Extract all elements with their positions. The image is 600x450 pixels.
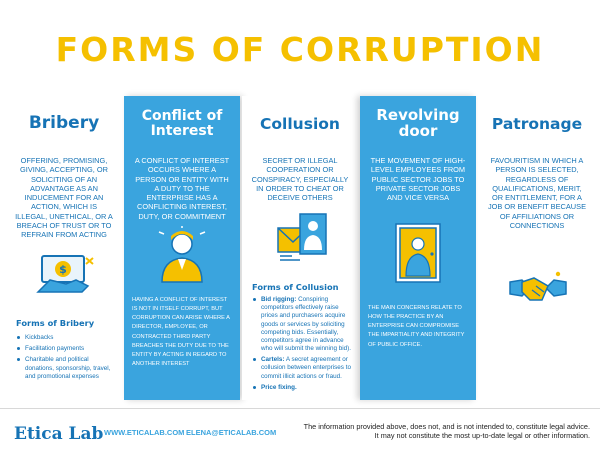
businessman-icon xyxy=(156,226,208,284)
eticalab-logo: Etica Lab xyxy=(14,424,104,444)
cartels-text: A secret agreement or collusion between enterprises to commit illicit actions or fraud. xyxy=(261,356,351,380)
bribery-column xyxy=(6,96,122,400)
svg-text:$: $ xyxy=(59,263,67,276)
money-hand-icon xyxy=(36,248,96,298)
bribery-forms-list xyxy=(16,334,116,384)
collusion-column xyxy=(242,96,358,400)
handshake-icon xyxy=(508,270,568,310)
patronage-column xyxy=(478,96,596,400)
collusion-heading: Collusion xyxy=(260,114,340,133)
list-item: Charitable and political donations, sponsorship, travel, and promotional expenses xyxy=(16,356,116,381)
list-item xyxy=(252,356,352,381)
bribery-heading: Bribery xyxy=(28,113,100,134)
list-item xyxy=(252,384,352,392)
collusion-forms-list xyxy=(252,296,352,395)
patronage-description: FAVOURITISM IN WHICH A PERSON IS SELECTED, REGARDLESS OF QUALIFICATIONS, MERIT, OR ENTITLEMENT, FOR A JOB OR BENEFIT BECAUSE OF AFFILIATIONS OR CONNECTIONS xyxy=(487,156,587,230)
list-item: Kickbacks xyxy=(16,334,116,342)
conflict-note: HAVING A CONFLICT OF INTEREST IS NOT IN ITSELF CORRUPT, BUT CORRUPTION CAN ARISE WHERE A DIRECTOR, EMPLOYEE, OR CONTRACTED THIRD PARTY BREACHES THE DUTY DUE TO THE ENTITY BY ACTING IN REGARD TO ANOTHER INTEREST xyxy=(132,297,230,367)
revolving-description: THE MOVEMENT OF HIGH-LEVEL EMPLOYEES FROM PUBLIC SECTOR JOBS TO PRIVATE SECTOR JOBS AND VICE VERSA xyxy=(370,156,466,202)
price-fixing-term: Price fixing. xyxy=(261,383,297,391)
conflict-heading: Conflict of Interest xyxy=(141,108,223,139)
envelope-person-icon xyxy=(272,210,330,262)
revolving-heading: Revolving door xyxy=(376,106,460,140)
conflict-column xyxy=(124,96,240,400)
patronage-heading: Patronage xyxy=(491,114,583,133)
revolving-column xyxy=(360,96,476,400)
disclaimer-text: The information provided above, does not, and is not intended to, constitute legal advice. It may not constitute the most up-to-date legal or other information. xyxy=(303,422,590,441)
page-title: FORMS OF CORRUPTION xyxy=(55,30,545,69)
bid-rigging-term: Bid rigging: xyxy=(261,296,297,303)
collusion-description: SECRET OR ILLEGAL COOPERATION OR CONSPIRACY, ESPECIALLY IN ORDER TO CHEAT OR DECEIVE OTHERS xyxy=(251,156,349,202)
collusion-forms-heading: Forms of Collusion xyxy=(252,282,339,292)
revolving-door-icon xyxy=(392,222,444,284)
conflict-description: A CONFLICT OF INTEREST OCCURS WHERE A PERSON OR ENTITY WITH A DUTY TO THE ENTERPRISE HAS A CONFLICTING INTEREST, DUTY, OR COMMITMENT xyxy=(134,156,230,221)
footer-divider xyxy=(0,408,600,409)
website-link[interactable]: WWW.ETICALAB.COM xyxy=(104,428,185,437)
cartels-term: Cartels: xyxy=(261,356,285,364)
email-link[interactable]: ELENA@ETICALAB.COM xyxy=(186,428,277,437)
bribery-forms-heading: Forms of Bribery xyxy=(16,318,95,328)
list-item: Facilitation payments xyxy=(16,345,116,353)
revolving-note: THE MAIN CONCERNS RELATE TO HOW THE PRACTICE BY AN ENTERPRISE CAN COMPROMISE THE IMPARTIALITY AND INTEGRITY OF PUBLIC OFFICE. xyxy=(368,305,465,348)
list-item xyxy=(252,296,352,353)
bribery-description: OFFERING, PROMISING, GIVING, ACCEPTING, OR SOLICITING OF AN ADVANTAGE AS AN INDUCEMENT FOR AN ACTION, WHICH IS ILLEGAL, UNETHICAL, OR A BREACH OF TRUST OR TO REFRAIN FROM ACTING xyxy=(15,156,113,239)
bid-rigging-text: Conspiring competitors effectively raise prices and purchasers acquire goods or services by soliciting competing bids. Essentially, competitors agree in advance who will submit the winning bid). xyxy=(261,296,351,353)
